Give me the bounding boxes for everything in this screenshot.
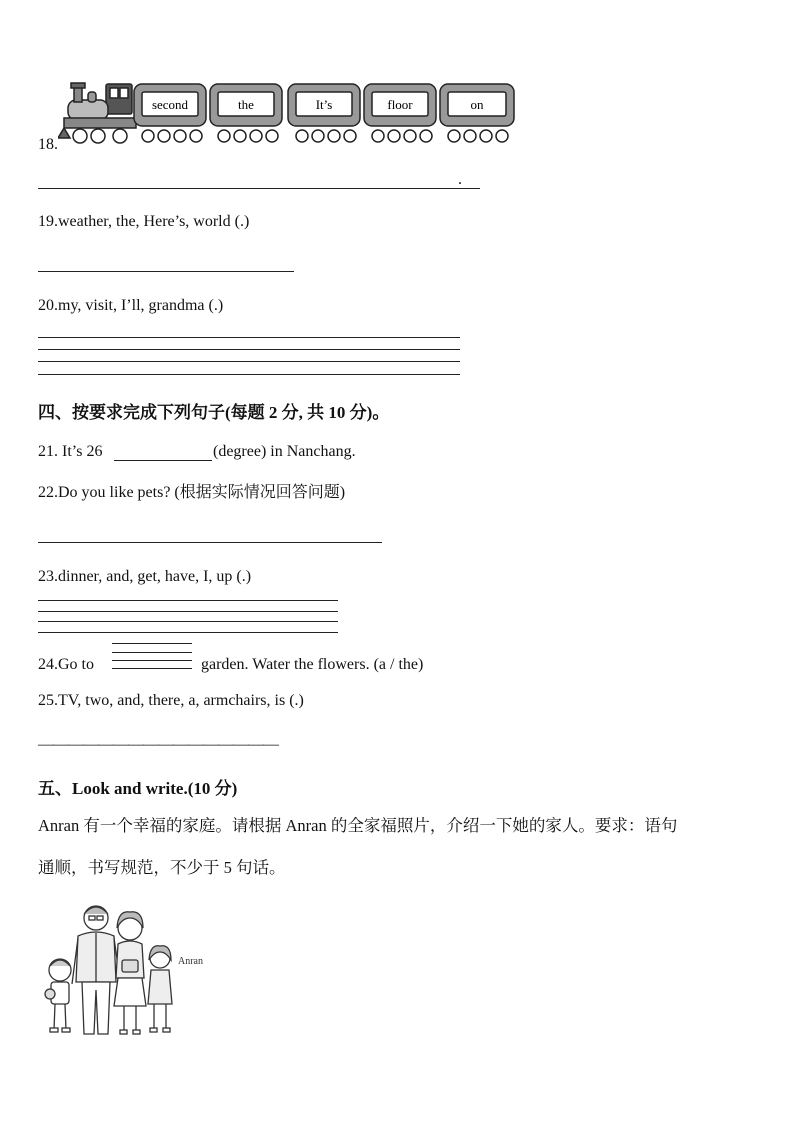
wagon-word-2: the bbox=[238, 97, 254, 112]
question-24-blank-line-3[interactable] bbox=[112, 660, 192, 661]
question-22-answer-line[interactable] bbox=[38, 542, 382, 543]
section-4-title: 四、按要求完成下列句子(每题 2 分, 共 10 分)。 bbox=[38, 403, 390, 422]
section-5-title: 五、Look and write.(10 分) bbox=[38, 779, 238, 798]
question-24-blank-line-2[interactable] bbox=[112, 652, 192, 653]
question-21-blank[interactable] bbox=[114, 460, 212, 461]
question-24-blank-line-1[interactable] bbox=[112, 643, 192, 644]
wagon-4 bbox=[364, 84, 436, 142]
wagon-word-5: on bbox=[470, 97, 484, 112]
question-19: 19.weather, the, Here’s, world (.) bbox=[38, 213, 250, 230]
anran-label: Anran bbox=[178, 956, 203, 967]
question-19-answer-line[interactable] bbox=[38, 271, 294, 272]
anran-figure-icon bbox=[148, 946, 172, 1032]
question-23-answer-line-4[interactable] bbox=[38, 632, 338, 633]
question-21-before: 21. It’s 26 bbox=[38, 443, 103, 460]
question-20-answer-line-1[interactable] bbox=[38, 337, 460, 338]
section-5-instruction-line-1: Anran 有一个幸福的家庭。请根据 Anran 的全家福照片，介绍一下她的家人。要求：语句 bbox=[38, 816, 678, 835]
child-figure-icon bbox=[45, 959, 71, 1032]
question-24-after: garden. Water the flowers. (a / the) bbox=[201, 656, 424, 673]
father-figure-icon bbox=[72, 906, 120, 1034]
question-25: 25.TV, two, and, there, a, armchairs, is (.) bbox=[38, 692, 304, 709]
wagons bbox=[134, 84, 514, 142]
question-23-answer-line-2[interactable] bbox=[38, 611, 338, 612]
wagon-word-4: floor bbox=[387, 97, 413, 112]
question-18-end-mark: . bbox=[458, 171, 462, 188]
question-20-answer-line-3[interactable] bbox=[38, 361, 460, 362]
family-photo-illustration bbox=[38, 900, 218, 1040]
section-5-instruction-line-2: 通顺，书写规范，不少于 5 句话。 bbox=[38, 858, 286, 877]
mother-figure-icon bbox=[114, 912, 146, 1034]
question-25-answer-line[interactable]: ———————————————— bbox=[38, 736, 278, 753]
wagon-word-1: second bbox=[151, 97, 189, 112]
question-20: 20.my, visit, I’ll, grandma (.) bbox=[38, 297, 224, 314]
question-23: 23.dinner, and, get, have, I, up (.) bbox=[38, 568, 252, 585]
question-24-blank-line-4[interactable] bbox=[112, 668, 192, 669]
wagon-1 bbox=[134, 84, 206, 142]
question-24-before: 24.Go to bbox=[38, 656, 94, 673]
question-18-answer-line[interactable] bbox=[38, 188, 480, 189]
question-18-number: 18. bbox=[38, 136, 58, 153]
question-23-answer-line-3[interactable] bbox=[38, 621, 338, 622]
wagon-2 bbox=[210, 84, 282, 142]
wagon-5 bbox=[440, 84, 514, 142]
wagon-word-3: It’s bbox=[315, 97, 333, 112]
question-21-after: (degree) in Nanchang. bbox=[213, 443, 356, 460]
train-illustration bbox=[58, 78, 518, 150]
wagon-3 bbox=[288, 84, 360, 142]
locomotive-icon bbox=[58, 83, 136, 143]
question-20-answer-line-2[interactable] bbox=[38, 349, 460, 350]
question-20-answer-line-4[interactable] bbox=[38, 374, 460, 375]
question-23-answer-line-1[interactable] bbox=[38, 600, 338, 601]
question-22: 22.Do you like pets? (根据实际情况回答问题) bbox=[38, 484, 346, 501]
